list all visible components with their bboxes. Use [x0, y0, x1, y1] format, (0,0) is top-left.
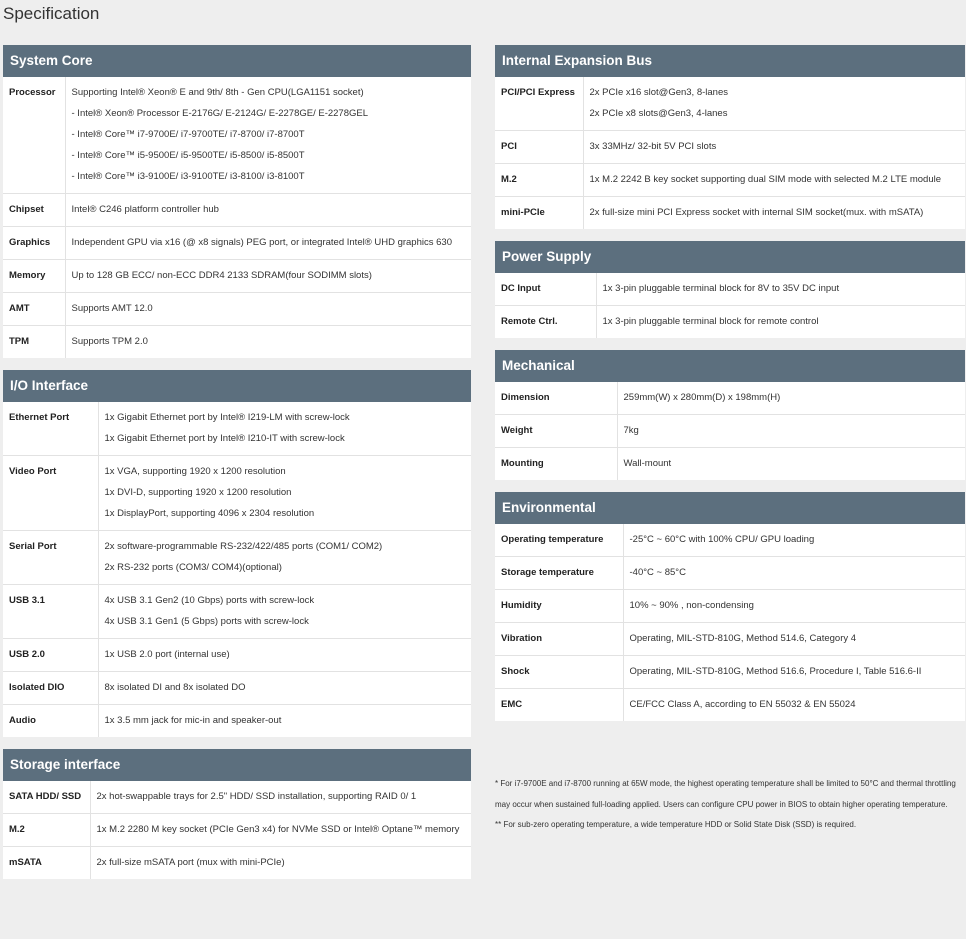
- spec-row-chipset: [3, 194, 471, 227]
- spec-value-line: 7kg: [623, 425, 639, 436]
- spec-value: [583, 131, 965, 164]
- spec-value-line: Supports TPM 2.0: [71, 336, 148, 347]
- section-header: Environmental: [495, 492, 965, 524]
- spec-row-operating-temperature: [495, 524, 965, 557]
- spec-row-weight: [495, 415, 965, 448]
- page-title: Specification: [3, 4, 100, 23]
- spec-row-storage-temperature: [495, 557, 965, 590]
- spec-value: [98, 402, 471, 456]
- spec-value: [583, 197, 965, 230]
- spec-value-line: 1x 3-pin pluggable terminal block for remote control: [602, 316, 819, 327]
- spec-row-isolated-dio: [3, 672, 471, 705]
- spec-label: USB 2.0: [3, 639, 98, 672]
- spec-value-line: - Intel® Xeon® Processor E-2176G/ E-2124G/ E-2278GE/ E-2278GEL: [71, 108, 369, 119]
- spec-value: [65, 260, 471, 293]
- spec-row-m-2: [3, 814, 471, 847]
- spec-value: [623, 557, 965, 590]
- spec-label: mini-PCIe: [495, 197, 583, 230]
- spec-label: EMC: [495, 689, 623, 722]
- spec-value-line: 1x VGA, supporting 1920 x 1200 resolution: [104, 466, 286, 477]
- spec-value-line: 1x 3.5 mm jack for mic-in and speaker-out: [104, 715, 282, 726]
- spec-value: [65, 326, 471, 359]
- footnote: * For i7-9700E and i7-8700 running at 65W mode, the highest operating temperature shall be limited to 50°C and thermal throttling may occur when sustained full-loading applied. Users can configure CPU power in BIOS to obtain higher operating temperature.: [495, 779, 956, 809]
- spec-value-line: 2x PCIe x16 slot@Gen3, 8-lanes: [589, 87, 728, 98]
- spec-value: [617, 448, 965, 481]
- spec-value: [623, 689, 965, 722]
- spec-value-line: 1x Gigabit Ethernet port by Intel® I210-IT with screw-lock: [104, 433, 345, 444]
- spec-value-line: 2x software-programmable RS-232/422/485 ports (COM1/ COM2): [104, 541, 383, 552]
- spec-value-line: 1x M.2 2242 B key socket supporting dual SIM mode with selected M.2 LTE module: [589, 174, 941, 185]
- section-header: Power Supply: [495, 241, 965, 273]
- spec-label: Weight: [495, 415, 617, 448]
- section-header: Internal Expansion Bus: [495, 45, 965, 77]
- spec-row-pci: [495, 131, 965, 164]
- spec-value: [65, 293, 471, 326]
- spec-label: PCI: [495, 131, 583, 164]
- spec-label: Dimension: [495, 382, 617, 415]
- spec-row-usb-3-1: [3, 585, 471, 639]
- spec-table: [495, 524, 965, 721]
- spec-label: Audio: [3, 705, 98, 738]
- spec-label: Mounting: [495, 448, 617, 481]
- spec-value: [583, 164, 965, 197]
- spec-value-line: CE/FCC Class A, according to EN 55032 & EN 55024: [629, 699, 856, 710]
- spec-value: [98, 585, 471, 639]
- spec-label: SATA HDD/ SSD: [3, 781, 90, 814]
- spec-value-line: -40°C ~ 85°C: [629, 567, 686, 578]
- section-mechanical: [495, 350, 965, 480]
- section-header: Mechanical: [495, 350, 965, 382]
- spec-value: [90, 814, 471, 847]
- spec-value: [65, 227, 471, 260]
- spec-value-line: 10% ~ 90% , non-condensing: [629, 600, 754, 611]
- spec-value-line: 1x 3-pin pluggable terminal block for 8V to 35V DC input: [602, 283, 840, 294]
- spec-row-m-2: [495, 164, 965, 197]
- section-internal-expansion-bus: [495, 45, 965, 229]
- spec-value-line: 2x RS-232 ports (COM3/ COM4)(optional): [104, 562, 282, 573]
- spec-label: M.2: [495, 164, 583, 197]
- spec-value: [596, 273, 965, 306]
- spec-value-line: 2x full-size mSATA port (mux with mini-PCIe): [96, 857, 285, 868]
- spec-row-tpm: [3, 326, 471, 359]
- spec-label: Chipset: [3, 194, 65, 227]
- spec-label: Serial Port: [3, 531, 98, 585]
- spec-table: [3, 402, 471, 737]
- spec-value: [65, 194, 471, 227]
- spec-label: Video Port: [3, 456, 98, 531]
- spec-row-remote-ctrl: [495, 306, 965, 339]
- spec-value-line: 1x DVI-D, supporting 1920 x 1200 resolution: [104, 487, 292, 498]
- left-column: [3, 45, 471, 891]
- spec-row-usb-2-0: [3, 639, 471, 672]
- spec-value: [623, 623, 965, 656]
- spec-label: DC Input: [495, 273, 596, 306]
- spec-value-line: 1x USB 2.0 port (internal use): [104, 649, 230, 660]
- spec-value: [65, 77, 471, 194]
- spec-value-line: 3x 33MHz/ 32-bit 5V PCI slots: [589, 141, 717, 152]
- spec-label: Remote Ctrl.: [495, 306, 596, 339]
- spec-value: [617, 415, 965, 448]
- spec-value: [98, 639, 471, 672]
- section-power-supply: [495, 241, 965, 338]
- spec-value: [623, 656, 965, 689]
- spec-row-memory: [3, 260, 471, 293]
- spec-value: [617, 382, 965, 415]
- spec-value-line: Intel® C246 platform controller hub: [71, 204, 219, 215]
- spec-value-line: Wall-mount: [623, 458, 672, 469]
- spec-label: mSATA: [3, 847, 90, 880]
- spec-value-line: Up to 128 GB ECC/ non-ECC DDR4 2133 SDRAM(four SODIMM slots): [71, 270, 372, 281]
- spec-value-line: Supporting Intel® Xeon® E and 9th/ 8th - Gen CPU(LGA1151 socket): [71, 87, 364, 98]
- spec-value-line: Supports AMT 12.0: [71, 303, 153, 314]
- spec-table: [495, 382, 965, 480]
- spec-row-emc: [495, 689, 965, 722]
- spec-value-line: - Intel® Core™ i7-9700E/ i7-9700TE/ i7-8700/ i7-8700T: [71, 129, 305, 140]
- spec-value-line: 2x hot-swappable trays for 2.5" HDD/ SSD installation, supporting RAID 0/ 1: [96, 791, 417, 802]
- spec-value-line: Independent GPU via x16 (@ x8 signals) PEG port, or integrated Intel® UHD graphics 630: [71, 237, 452, 248]
- spec-row-processor: [3, 77, 471, 194]
- spec-row-mini-pcie: [495, 197, 965, 230]
- spec-label: Operating temperature: [495, 524, 623, 557]
- spec-row-ethernet-port: [3, 402, 471, 456]
- spec-label: Storage temperature: [495, 557, 623, 590]
- spec-row-pci-pci-express: [495, 77, 965, 131]
- spec-value-line: 1x M.2 2280 M key socket (PCIe Gen3 x4) for NVMe SSD or Intel® Optane™ memory: [96, 824, 460, 835]
- section-system-core: [3, 45, 471, 358]
- spec-row-shock: [495, 656, 965, 689]
- spec-value-line: Operating, MIL-STD-810G, Method 516.6, Procedure I, Table 516.6-II: [629, 666, 922, 677]
- spec-value-line: 2x PCIe x8 slots@Gen3, 4-lanes: [589, 108, 728, 119]
- section-environmental: [495, 492, 965, 721]
- spec-row-dimension: [495, 382, 965, 415]
- footnotes: [495, 774, 965, 836]
- spec-label: Graphics: [3, 227, 65, 260]
- spec-value: [98, 456, 471, 531]
- spec-label: Vibration: [495, 623, 623, 656]
- spec-row-msata: [3, 847, 471, 880]
- spec-label: USB 3.1: [3, 585, 98, 639]
- section-header: Storage interface: [3, 749, 471, 781]
- right-column: [495, 45, 965, 733]
- spec-value: [596, 306, 965, 339]
- spec-value: [90, 847, 471, 880]
- footnote: ** For sub-zero operating temperature, a wide temperature HDD or Solid State Disk (SSD) is required.: [495, 820, 857, 829]
- spec-value: [98, 531, 471, 585]
- spec-label: AMT: [3, 293, 65, 326]
- spec-value: [583, 77, 965, 131]
- spec-label: Ethernet Port: [3, 402, 98, 456]
- spec-value-line: 4x USB 3.1 Gen1 (5 Gbps) ports with screw-lock: [104, 616, 309, 627]
- spec-label: Shock: [495, 656, 623, 689]
- spec-row-serial-port: [3, 531, 471, 585]
- spec-row-dc-input: [495, 273, 965, 306]
- spec-value: [90, 781, 471, 814]
- section-header: System Core: [3, 45, 471, 77]
- spec-value-line: 2x full-size mini PCI Express socket with internal SIM socket(mux. with mSATA): [589, 207, 924, 218]
- section-storage-interface: [3, 749, 471, 879]
- spec-value: [98, 672, 471, 705]
- spec-label: TPM: [3, 326, 65, 359]
- spec-value: [98, 705, 471, 738]
- spec-table: [3, 781, 471, 879]
- section-i-o-interface: [3, 370, 471, 737]
- spec-table: [495, 77, 965, 229]
- spec-row-sata-hdd-ssd: [3, 781, 471, 814]
- spec-table: [495, 273, 965, 338]
- spec-row-mounting: [495, 448, 965, 481]
- spec-row-graphics: [3, 227, 471, 260]
- spec-label: Memory: [3, 260, 65, 293]
- spec-label: PCI/PCI Express: [495, 77, 583, 131]
- spec-value-line: 4x USB 3.1 Gen2 (10 Gbps) ports with screw-lock: [104, 595, 315, 606]
- spec-value-line: Operating, MIL-STD-810G, Method 514.6, Category 4: [629, 633, 857, 644]
- spec-table: [3, 77, 471, 358]
- spec-value: [623, 524, 965, 557]
- spec-label: Humidity: [495, 590, 623, 623]
- spec-row-video-port: [3, 456, 471, 531]
- spec-label: Processor: [3, 77, 65, 194]
- spec-value: [623, 590, 965, 623]
- spec-value-line: 259mm(W) x 280mm(D) x 198mm(H): [623, 392, 781, 403]
- spec-value-line: - Intel® Core™ i3-9100E/ i3-9100TE/ i3-8100/ i3-8100T: [71, 171, 305, 182]
- spec-label: Isolated DIO: [3, 672, 98, 705]
- spec-value-line: - Intel® Core™ i5-9500E/ i5-9500TE/ i5-8500/ i5-8500T: [71, 150, 305, 161]
- spec-value-line: 1x Gigabit Ethernet port by Intel® I219-LM with screw-lock: [104, 412, 350, 423]
- section-header: I/O Interface: [3, 370, 471, 402]
- spec-row-audio: [3, 705, 471, 738]
- spec-value-line: -25°C ~ 60°C with 100% CPU/ GPU loading: [629, 534, 815, 545]
- spec-label: M.2: [3, 814, 90, 847]
- spec-row-vibration: [495, 623, 965, 656]
- spec-row-humidity: [495, 590, 965, 623]
- spec-value-line: 1x DisplayPort, supporting 4096 x 2304 resolution: [104, 508, 315, 519]
- spec-value-line: 8x isolated DI and 8x isolated DO: [104, 682, 246, 693]
- spec-row-amt: [3, 293, 471, 326]
